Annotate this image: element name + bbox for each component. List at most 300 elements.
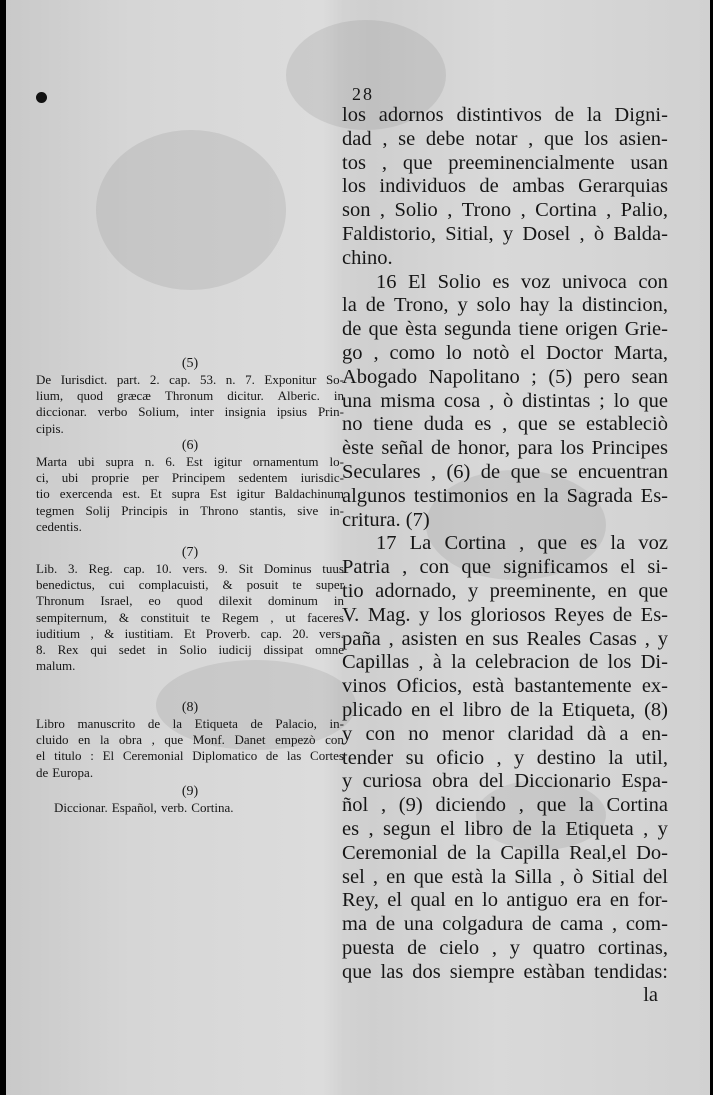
word: Et bbox=[150, 486, 162, 502]
word: cluido bbox=[36, 732, 69, 748]
word: part. bbox=[116, 372, 141, 387]
word: destino bbox=[536, 746, 596, 769]
word: , bbox=[372, 865, 379, 888]
word: menor bbox=[442, 722, 495, 745]
word: Europa. bbox=[52, 764, 94, 780]
word: Et bbox=[183, 625, 196, 641]
footnote-line bbox=[36, 748, 344, 764]
word: vinos bbox=[342, 675, 387, 698]
word: es bbox=[342, 817, 360, 840]
word: Seculares bbox=[342, 460, 421, 483]
word: , bbox=[380, 794, 387, 817]
word: curiosa bbox=[362, 770, 422, 793]
footnote-line bbox=[36, 765, 344, 781]
footnote-marker: (7) bbox=[181, 545, 199, 560]
word: Rex bbox=[57, 642, 79, 658]
word: del bbox=[642, 865, 668, 888]
word: los bbox=[342, 175, 366, 198]
word: antiguo bbox=[506, 889, 568, 912]
footnote-line bbox=[36, 716, 344, 732]
word: Throno bbox=[200, 502, 239, 518]
word: que bbox=[461, 556, 492, 579]
word: ò bbox=[502, 389, 514, 412]
word: ut bbox=[285, 609, 296, 625]
word: libro bbox=[462, 698, 502, 721]
word: que bbox=[342, 960, 372, 983]
word: , bbox=[518, 794, 524, 817]
footnote-line bbox=[36, 421, 344, 437]
word: Digni- bbox=[614, 104, 668, 126]
word: su bbox=[405, 746, 424, 769]
word: si- bbox=[647, 556, 668, 579]
word: Espa- bbox=[621, 770, 668, 793]
word: Real,el bbox=[569, 841, 627, 864]
word: verb. bbox=[160, 800, 188, 815]
word: dicitur. bbox=[227, 388, 264, 404]
word: 9. bbox=[218, 561, 228, 576]
word: de bbox=[365, 294, 386, 317]
word: ma bbox=[342, 913, 368, 936]
word: la bbox=[608, 746, 624, 769]
footnote-line bbox=[36, 454, 344, 470]
word: el bbox=[387, 889, 403, 912]
word: proprie bbox=[91, 470, 130, 486]
word: que bbox=[164, 732, 184, 748]
word: siempre bbox=[449, 960, 515, 983]
word: de bbox=[479, 175, 499, 198]
word: honor, bbox=[457, 437, 510, 460]
word: ci, bbox=[36, 470, 49, 486]
word: Patria bbox=[342, 556, 390, 579]
word: lo bbox=[613, 389, 630, 412]
word: estàban bbox=[523, 960, 586, 983]
footnote-line bbox=[36, 658, 344, 674]
footnote-line bbox=[36, 593, 344, 609]
text-line bbox=[342, 961, 668, 985]
word: la bbox=[476, 841, 491, 864]
word: Lib. bbox=[36, 561, 58, 576]
text-line bbox=[342, 937, 668, 961]
word: de bbox=[531, 913, 552, 936]
text-line bbox=[342, 366, 668, 390]
word: te bbox=[292, 577, 302, 593]
word: los bbox=[342, 104, 366, 126]
word: Exponitur bbox=[264, 372, 317, 387]
word: Napolitano bbox=[428, 365, 520, 388]
word: distintas bbox=[522, 389, 591, 412]
word: èsta bbox=[405, 318, 437, 341]
text-line bbox=[342, 390, 668, 414]
text-line bbox=[342, 199, 668, 223]
word: y bbox=[342, 722, 353, 745]
word: la bbox=[578, 794, 594, 817]
word: inter bbox=[189, 404, 214, 420]
word: obra bbox=[118, 732, 143, 748]
word: ornamentum bbox=[252, 454, 319, 469]
book-page bbox=[6, 0, 710, 1095]
word: , bbox=[528, 127, 534, 150]
word: Mag. bbox=[367, 603, 411, 626]
word: Est bbox=[186, 454, 203, 469]
word: 7. bbox=[245, 372, 255, 387]
word: Gerarquias bbox=[578, 175, 668, 198]
word: tos bbox=[342, 151, 366, 174]
word: super bbox=[315, 577, 344, 593]
word: vers. bbox=[318, 625, 344, 641]
footnote-marker: (9) bbox=[181, 784, 199, 799]
text-line bbox=[342, 699, 668, 723]
word: ò bbox=[593, 222, 605, 245]
word: Trono, bbox=[394, 294, 449, 317]
word: , bbox=[90, 625, 94, 641]
word: dà bbox=[586, 722, 607, 745]
word: vers. bbox=[182, 561, 208, 576]
word: Marta, bbox=[613, 341, 668, 364]
text-line bbox=[342, 556, 668, 580]
word: es bbox=[580, 532, 598, 555]
word: Proverb. bbox=[205, 625, 251, 641]
word: benedictus, bbox=[36, 577, 95, 593]
word: los bbox=[437, 603, 462, 626]
word: Palio, bbox=[620, 199, 668, 222]
word: (8) bbox=[644, 698, 668, 721]
footnote-line bbox=[36, 561, 344, 577]
text-line bbox=[342, 723, 668, 747]
word: diciendo bbox=[435, 794, 507, 817]
word: de bbox=[512, 817, 532, 840]
text-line bbox=[342, 604, 668, 628]
word: celebracion bbox=[475, 651, 570, 674]
word: de bbox=[36, 764, 49, 780]
word: señal bbox=[381, 437, 424, 460]
word: Thronum bbox=[36, 593, 85, 609]
word: , bbox=[502, 413, 508, 436]
footnote-marker: (5) bbox=[181, 356, 199, 371]
word: lium, bbox=[36, 388, 64, 404]
word: (5) bbox=[548, 365, 573, 388]
word: de bbox=[147, 716, 161, 731]
word: con bbox=[365, 722, 396, 745]
word: quatro bbox=[532, 936, 586, 959]
word: , bbox=[430, 460, 437, 483]
word: tegmen bbox=[36, 502, 75, 518]
word: Cortina bbox=[606, 794, 668, 817]
word: La bbox=[409, 532, 432, 555]
word: Est bbox=[209, 486, 227, 502]
word: Rey, bbox=[342, 889, 379, 912]
word: & bbox=[118, 609, 129, 625]
word: : bbox=[90, 748, 94, 764]
word: 8. bbox=[36, 642, 46, 658]
word: de bbox=[554, 104, 575, 126]
word: So- bbox=[325, 372, 344, 387]
text-line bbox=[342, 437, 668, 461]
word: (9) bbox=[398, 794, 423, 817]
word: los bbox=[607, 651, 632, 674]
word: Ceremonial bbox=[342, 841, 438, 864]
word: se bbox=[550, 460, 568, 483]
word: 10. bbox=[155, 561, 172, 576]
word: hay bbox=[519, 294, 550, 317]
word: iudicij bbox=[218, 642, 252, 658]
text-line bbox=[342, 413, 668, 437]
footnote-line bbox=[36, 610, 344, 626]
word: era bbox=[576, 889, 602, 912]
word: colgadura bbox=[442, 913, 524, 936]
word: exercenda bbox=[59, 486, 113, 502]
word: sedentem bbox=[238, 470, 288, 486]
word: significamos bbox=[503, 556, 609, 579]
word: que bbox=[510, 460, 541, 483]
word: in- bbox=[329, 502, 344, 518]
word: Oficios, bbox=[396, 675, 463, 698]
word: Alberic. bbox=[277, 388, 320, 404]
word: en bbox=[465, 627, 485, 650]
word: El bbox=[407, 270, 427, 293]
word: està bbox=[451, 865, 484, 888]
word: Grie- bbox=[624, 318, 668, 341]
word: de bbox=[430, 437, 451, 460]
word: Es- bbox=[640, 603, 668, 626]
word: de bbox=[342, 318, 362, 341]
word: , bbox=[402, 556, 408, 579]
word: bastantemente bbox=[514, 675, 632, 698]
footnote-line bbox=[36, 732, 344, 748]
word: el bbox=[36, 748, 46, 764]
word: cui bbox=[108, 577, 125, 593]
word: cielo bbox=[439, 936, 480, 959]
word: en bbox=[386, 865, 406, 888]
word: està bbox=[472, 675, 505, 698]
word: ex- bbox=[641, 675, 668, 698]
word: Reyes bbox=[554, 603, 605, 626]
word: & bbox=[104, 625, 115, 641]
text-line: chino. bbox=[342, 246, 393, 269]
word: empezò bbox=[275, 732, 316, 748]
word: est. bbox=[122, 486, 141, 502]
word: estableciò bbox=[586, 413, 668, 436]
word: , bbox=[418, 651, 424, 674]
word: tio bbox=[36, 486, 50, 502]
word: , bbox=[388, 627, 394, 650]
word: y bbox=[502, 222, 514, 245]
word: cama bbox=[559, 913, 604, 936]
word: la bbox=[99, 732, 110, 748]
word: segun bbox=[382, 817, 431, 840]
word: posuit bbox=[246, 577, 279, 593]
word: quod bbox=[176, 593, 203, 609]
word: Regem bbox=[221, 609, 259, 625]
text-line: critura. (7) bbox=[342, 508, 430, 531]
word: Principes bbox=[591, 437, 668, 460]
word: , bbox=[606, 199, 612, 222]
word: , bbox=[270, 609, 274, 625]
word: la bbox=[491, 865, 507, 888]
word: Diccionario bbox=[514, 770, 611, 793]
word: cipis. bbox=[36, 420, 64, 436]
word: en bbox=[78, 732, 91, 748]
word: El bbox=[102, 748, 115, 764]
word: que bbox=[537, 532, 567, 555]
word: voz bbox=[638, 532, 668, 555]
word: en bbox=[516, 484, 536, 507]
word: 20. bbox=[292, 625, 309, 641]
word: el bbox=[439, 698, 454, 721]
word: de bbox=[265, 748, 279, 764]
word: la bbox=[172, 716, 183, 731]
word: testimonios bbox=[413, 484, 509, 507]
word: , bbox=[368, 817, 374, 840]
word: ñol bbox=[342, 794, 369, 817]
word: libro bbox=[464, 817, 504, 840]
word: distincion, bbox=[581, 294, 668, 317]
word: se bbox=[558, 413, 576, 436]
ink-dot bbox=[36, 92, 47, 103]
word: para bbox=[517, 437, 553, 460]
word: una bbox=[342, 389, 372, 412]
word: lo- bbox=[329, 454, 344, 469]
word: Doctor bbox=[546, 341, 603, 364]
word: puesta bbox=[342, 936, 395, 959]
word: ipsius bbox=[276, 404, 308, 420]
word: tio bbox=[342, 579, 364, 602]
word: Etiqueta bbox=[194, 716, 238, 731]
word: Principem bbox=[171, 470, 226, 486]
word: manuscrito bbox=[77, 716, 136, 731]
word: , bbox=[496, 746, 502, 769]
word: usan bbox=[630, 151, 668, 174]
word: à bbox=[432, 651, 442, 674]
word: tender bbox=[342, 746, 394, 769]
word: in bbox=[178, 502, 189, 518]
footnote-7 bbox=[36, 545, 344, 674]
word: no bbox=[342, 413, 363, 436]
word: Casas bbox=[589, 627, 637, 650]
footnote-line bbox=[36, 470, 344, 486]
word: que bbox=[638, 389, 668, 412]
word: misma bbox=[380, 389, 436, 412]
word: algunos bbox=[342, 484, 406, 507]
text-line bbox=[342, 842, 668, 866]
word: cap. bbox=[169, 372, 191, 387]
word: , bbox=[373, 341, 379, 364]
main-text-column bbox=[342, 104, 668, 1008]
page-number: 28 bbox=[352, 84, 374, 104]
word: con bbox=[325, 732, 344, 748]
word: Prin- bbox=[317, 404, 344, 420]
word: y bbox=[514, 746, 525, 769]
word: gloriosos bbox=[470, 603, 546, 626]
word: Diplomatico bbox=[192, 748, 258, 764]
word: univoca bbox=[561, 270, 627, 293]
word: iuditium bbox=[36, 625, 81, 641]
word: 3. bbox=[68, 561, 78, 576]
word: te bbox=[200, 609, 211, 625]
word: Dominus bbox=[263, 561, 312, 576]
word: , bbox=[644, 627, 650, 650]
word: quod bbox=[77, 388, 104, 404]
word: claridad bbox=[507, 722, 574, 745]
word: de bbox=[578, 651, 599, 674]
word: ; bbox=[599, 389, 605, 412]
text-line bbox=[342, 770, 668, 794]
word: 17 bbox=[376, 532, 397, 555]
word: obra bbox=[432, 770, 469, 793]
word: Cortina bbox=[444, 532, 506, 555]
word: Israel, bbox=[100, 593, 133, 609]
word: en bbox=[607, 579, 627, 602]
word: cosa bbox=[443, 389, 481, 412]
word: titulo bbox=[54, 748, 82, 764]
word: Monf. bbox=[192, 732, 225, 748]
word: Diccionar. bbox=[54, 800, 108, 815]
word: la bbox=[543, 484, 559, 507]
word: tuus bbox=[322, 561, 344, 576]
word: util, bbox=[635, 746, 668, 769]
word: , bbox=[489, 389, 495, 412]
word: ambas bbox=[512, 175, 565, 198]
footnote-line bbox=[36, 642, 344, 658]
word: tendidas: bbox=[593, 960, 668, 983]
word: en bbox=[454, 889, 474, 912]
word: cedentis. bbox=[36, 518, 82, 534]
word: stantis, bbox=[249, 502, 287, 518]
word: Reales bbox=[526, 627, 582, 650]
word: y bbox=[467, 579, 479, 602]
word: es bbox=[474, 413, 492, 436]
word: èste bbox=[342, 437, 374, 460]
word: & bbox=[222, 577, 233, 593]
word: Ceremonial bbox=[122, 748, 184, 764]
text-line bbox=[342, 271, 668, 295]
text-line bbox=[342, 532, 668, 556]
word: solo bbox=[476, 294, 511, 317]
word: in bbox=[333, 593, 344, 609]
word: , bbox=[520, 199, 526, 222]
word: las bbox=[380, 960, 404, 983]
word: de bbox=[480, 460, 501, 483]
word: tiene bbox=[518, 318, 559, 341]
word: sempiternum, bbox=[36, 609, 108, 625]
word: Capilla bbox=[500, 841, 560, 864]
word: y bbox=[657, 817, 668, 840]
catchword: la bbox=[643, 984, 658, 1007]
word: y bbox=[342, 770, 353, 793]
word: el bbox=[520, 341, 536, 364]
word: son bbox=[342, 199, 371, 222]
word: plicado bbox=[342, 698, 403, 721]
word: 16 bbox=[376, 270, 397, 293]
word: Libro bbox=[36, 716, 65, 731]
word: y bbox=[457, 294, 468, 317]
word: dad bbox=[342, 127, 372, 150]
word: iurisdic- bbox=[300, 470, 344, 486]
word: y bbox=[509, 936, 521, 959]
word: per bbox=[142, 470, 159, 486]
word: Español, bbox=[111, 800, 157, 815]
word: igitur bbox=[236, 486, 265, 502]
word: que bbox=[368, 318, 399, 341]
footnote-6 bbox=[36, 438, 344, 535]
word: distintivos bbox=[456, 104, 542, 126]
word: græcæ bbox=[117, 388, 151, 404]
word: encuentran bbox=[578, 460, 668, 483]
word: Solij bbox=[85, 502, 111, 518]
text-line bbox=[342, 223, 668, 247]
word: los bbox=[584, 127, 609, 150]
word: Solio bbox=[394, 199, 438, 222]
word: a bbox=[619, 722, 629, 745]
